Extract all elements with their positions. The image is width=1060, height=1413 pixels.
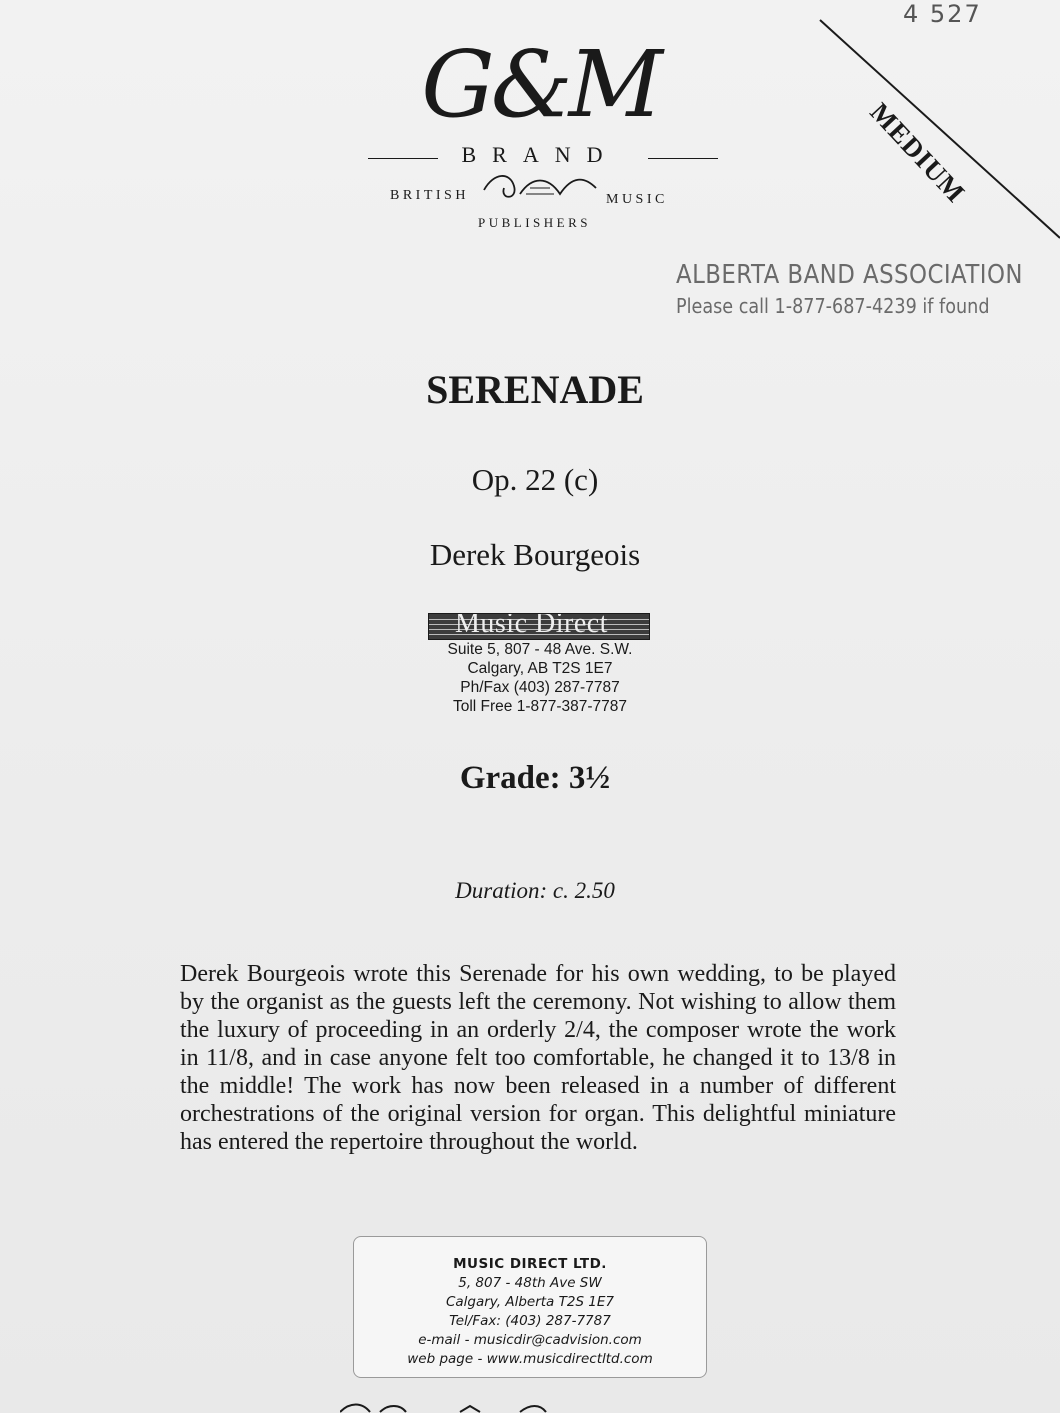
publisher-word-bottom: PUBLISHERS xyxy=(478,215,592,230)
sticker-line: MUSIC DIRECT LTD. xyxy=(453,1256,607,1272)
dealer-address-line: Ph/Fax (403) 287-7787 xyxy=(460,679,620,696)
dealer-address-line: Suite 5, 807 - 48 Ave. S.W. xyxy=(447,641,633,658)
dealer-address-line: Toll Free 1-877-387-7787 xyxy=(452,698,628,715)
grade-level: Grade: 3½ xyxy=(459,760,611,796)
dealer-address-line: Calgary, AB T2S 1E7 xyxy=(467,660,613,677)
sticker-line: 5, 807 - 48th Ave SW xyxy=(458,1275,602,1291)
logo-rule-right xyxy=(648,158,718,159)
dealer-sticker xyxy=(353,1236,707,1378)
composer-name: Derek Bourgeois xyxy=(429,537,641,572)
publisher-word-right: MUSIC xyxy=(606,192,668,207)
publisher-brand: BRAND xyxy=(461,142,619,167)
dealer-address xyxy=(400,640,680,716)
handwritten-note: 4 527 xyxy=(903,0,982,28)
publisher-monogram: G&M xyxy=(421,31,659,138)
cropped-footer-text xyxy=(340,1400,740,1413)
duration: Duration: c. 2.50 xyxy=(455,878,615,903)
difficulty-banner: MEDIUM xyxy=(864,96,972,209)
sticker-line: web page - www.musicdirectltd.com xyxy=(407,1351,653,1367)
program-note: Derek Bourgeois wrote this Serenade for his own wedding, to be played by the organist as the guests left the ceremony. Not wishing to allow them the luxury of proceeding in an orderly 2/4, the composer wrote the work in 11/8, and in case anyone felt too comfortable, he changed it to 13/8 in the middle! The work has now been released in a number of different orchestrations of the original version for organ. This delightful miniature has entered the repertoire throughout the world. xyxy=(180,961,896,1155)
stamp-line-2: Please call 1-877-687-4239 if found xyxy=(676,294,990,318)
dealer-logo-text: Music Direct xyxy=(455,613,608,639)
piece-title: SERENADE xyxy=(426,367,644,412)
sticker-line: Calgary, Alberta T2S 1E7 xyxy=(445,1294,615,1310)
logo-flourish-icon xyxy=(480,170,600,204)
sticker-line: e-mail - musicdir@cadvision.com xyxy=(418,1332,642,1348)
association-stamp xyxy=(676,260,1023,318)
publisher-logo xyxy=(360,30,720,240)
dealer-logo xyxy=(428,613,650,640)
publisher-word-left: BRITISH xyxy=(390,188,469,203)
sticker-line: Tel/Fax: (403) 287-7787 xyxy=(449,1313,611,1329)
opus-number: Op. 22 (c) xyxy=(471,462,599,497)
stamp-line-1: ALBERTA BAND ASSOCIATION xyxy=(676,260,1023,290)
